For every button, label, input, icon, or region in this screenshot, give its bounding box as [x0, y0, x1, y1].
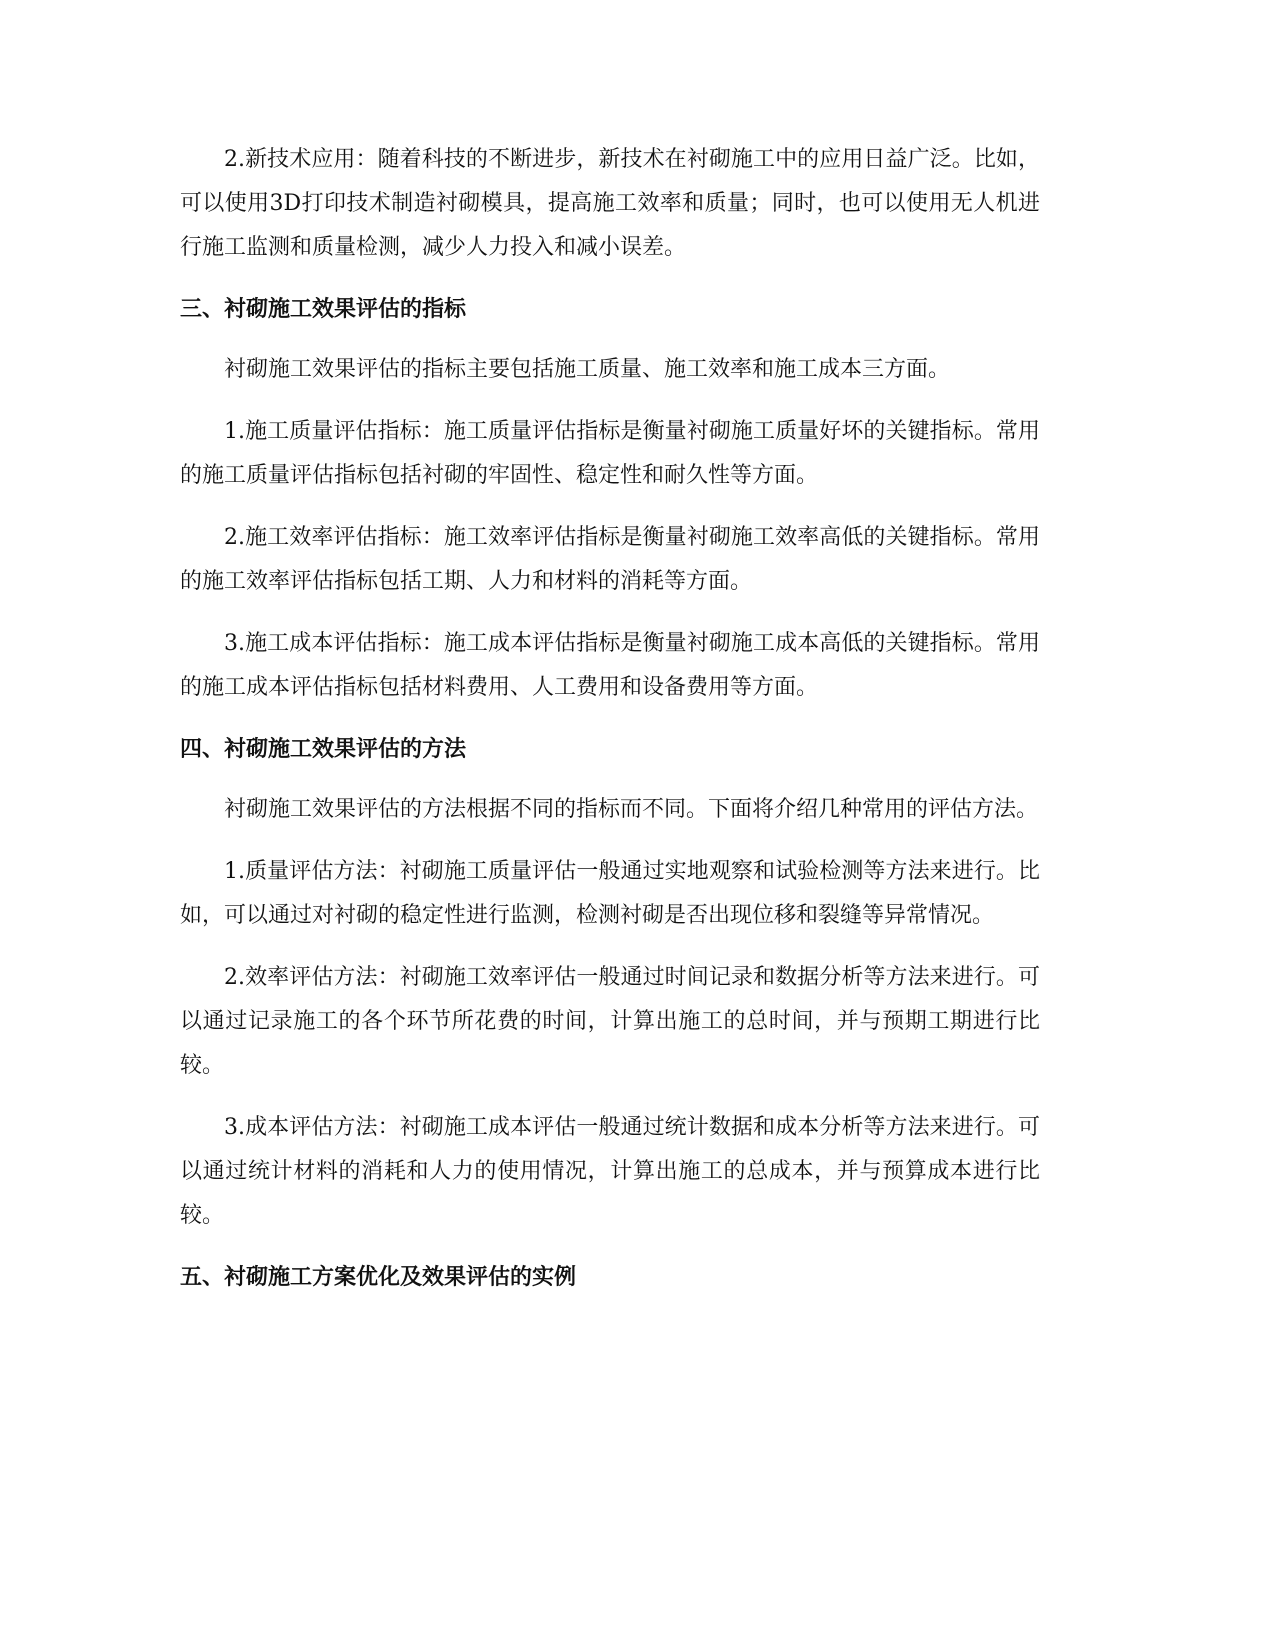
paragraph-new-tech: 2.新技术应用：随着科技的不断进步，新技术在衬砌施工中的应用日益广泛。比如，可以使用3D打印技术制造衬砌模具，提高施工效率和质量；同时，也可以使用无人机进行施工监测和质量检测，减少人力投入和减小误差。 — [180, 147, 1040, 260]
section-heading-3: 三、衬砌施工效果评估的指标 — [180, 297, 467, 322]
paragraph-cost-method: 3.成本评估方法：衬砌施工成本评估一般通过统计数据和成本分析等方法来进行。可以通过统计材料的消耗和人力的使用情况，计算出施工的总成本，并与预算成本进行比较。 — [180, 1115, 1040, 1228]
paragraph-quality-indicator: 1.施工质量评估指标：施工质量评估指标是衡量衬砌施工质量好坏的关键指标。常用的施工质量评估指标包括衬砌的牢固性、稳定性和耐久性等方面。 — [180, 419, 1040, 488]
paragraph-methods-intro: 衬砌施工效果评估的方法根据不同的指标而不同。下面将介绍几种常用的评估方法。 — [224, 797, 1039, 822]
section-heading-4: 四、衬砌施工效果评估的方法 — [180, 737, 467, 762]
paragraph-cost-indicator: 3.施工成本评估指标：施工成本评估指标是衡量衬砌施工成本高低的关键指标。常用的施工成本评估指标包括材料费用、人工费用和设备费用等方面。 — [180, 631, 1040, 700]
section-heading-5: 五、衬砌施工方案优化及效果评估的实例 — [180, 1265, 577, 1290]
document-page — [180, 138, 1040, 1316]
paragraph-efficiency-indicator: 2.施工效率评估指标：施工效率评估指标是衡量衬砌施工效率高低的关键指标。常用的施工效率评估指标包括工期、人力和材料的消耗等方面。 — [180, 525, 1040, 594]
paragraph-efficiency-method: 2.效率评估方法：衬砌施工效率评估一般通过时间记录和数据分析等方法来进行。可以通过记录施工的各个环节所花费的时间，计算出施工的总时间，并与预期工期进行比较。 — [180, 965, 1040, 1078]
paragraph-indicators-intro: 衬砌施工效果评估的指标主要包括施工质量、施工效率和施工成本三方面。 — [224, 357, 951, 382]
paragraph-quality-method: 1.质量评估方法：衬砌施工质量评估一般通过实地观察和试验检测等方法来进行。比如，可以通过对衬砌的稳定性进行监测，检测衬砌是否出现位移和裂缝等异常情况。 — [180, 859, 1040, 928]
